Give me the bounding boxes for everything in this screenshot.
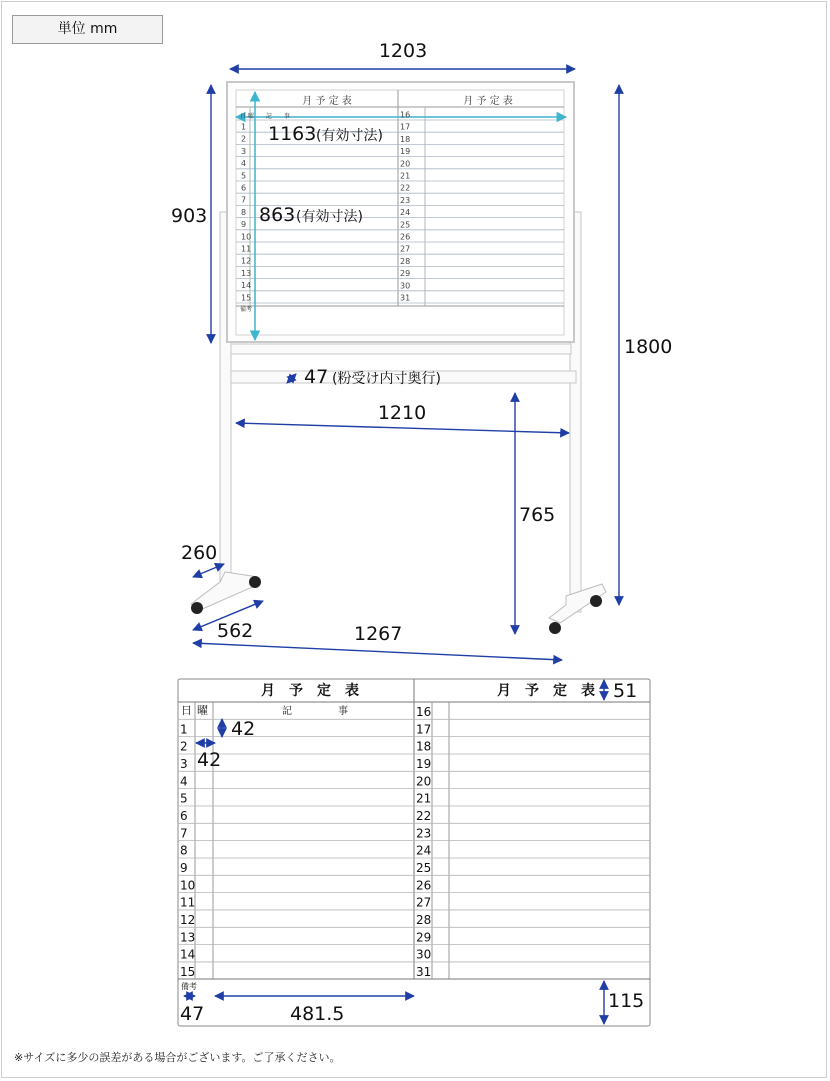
dim-half-width-label: 481.5: [290, 1003, 345, 1025]
mini-day-number: 18: [400, 134, 411, 144]
chart-day-number: 5: [180, 791, 188, 806]
caster-wheel: [549, 622, 561, 634]
chart-day-number: 17: [416, 722, 432, 737]
chart-day-number: 15: [180, 964, 196, 979]
chart-day-number: 26: [416, 878, 432, 893]
chart-day-number: 1: [180, 722, 188, 737]
chart-day-number: 21: [416, 791, 432, 806]
caster-wheel: [590, 595, 602, 607]
chart-day-number: 13: [180, 930, 196, 945]
chart-day-number: 24: [416, 843, 432, 858]
mini-board-title-right: 月 予 定 表: [463, 96, 513, 107]
dim-effective-height-label: 863: [259, 204, 296, 226]
mini-day-number: 31: [400, 293, 411, 303]
mini-board-note: 備考: [240, 306, 253, 313]
mini-day-number: 26: [400, 232, 411, 242]
mini-day-number: 13: [241, 268, 252, 278]
mini-day-number: 6: [241, 183, 247, 193]
mini-day-number: 8: [241, 207, 247, 217]
mini-day-number: 2: [241, 134, 247, 144]
dim-col-width-label: 42: [197, 749, 222, 771]
chart-day-number: 27: [416, 895, 432, 910]
dim-remarks-height-label: 115: [608, 990, 645, 1012]
chart-title-right: 月 予 定 表: [497, 683, 595, 699]
chart-day-number: 6: [180, 808, 188, 823]
dim-row-height-label: 42: [231, 718, 256, 740]
mini-day-number: 15: [241, 293, 252, 303]
mini-day-number: 3: [241, 146, 247, 156]
dim-effective-width-suffix: (有効寸法): [316, 128, 383, 144]
mini-day-number: 17: [400, 122, 411, 132]
chart-day-number: 28: [416, 912, 432, 927]
mini-day-number: 12: [241, 256, 252, 266]
mini-day-number: 28: [400, 256, 411, 266]
chart-day-number: 16: [416, 705, 432, 719]
mini-day-number: 27: [400, 244, 411, 254]
chart-day-number: 30: [416, 947, 432, 962]
dim-tray-depth-label: 47: [304, 366, 329, 388]
chart-title-left: 月 予 定 表: [261, 683, 359, 699]
chart-day-number: 10: [180, 878, 196, 893]
mini-board-title-left: 月 予 定 表: [302, 96, 352, 107]
chart-day-number: 9: [180, 860, 188, 875]
chart-day-number: 29: [416, 930, 432, 945]
mini-day-number: 9: [241, 220, 247, 230]
dim-base-width-label: 1267: [354, 623, 403, 645]
dim-tray-height-label: 765: [519, 504, 556, 526]
dim-stand-width-label: 1210: [377, 402, 427, 424]
dim-foot-depth-label: 260: [181, 542, 218, 564]
unit-label: 単位 mm: [12, 15, 163, 44]
chart-day-number: 11: [180, 895, 196, 910]
stand-width-arrow: [236, 423, 569, 433]
mini-day-number: 16: [400, 110, 411, 120]
chart-header-day: 日: [181, 704, 192, 717]
chart-day-number: 25: [416, 860, 432, 875]
foot-depth-arrow: [193, 564, 224, 577]
dim-tray-depth-suffix: (粉受け内寸奥行): [332, 371, 441, 387]
chart-remarks-label: 備考: [181, 982, 197, 991]
dim-width-label: 1203: [378, 40, 428, 62]
chalk-tray: [231, 344, 571, 354]
mini-day-number: 11: [241, 244, 252, 254]
chart-day-number: 19: [416, 756, 432, 771]
mini-day-number: 23: [400, 195, 411, 205]
chart-day-number: 31: [416, 964, 432, 979]
chart-header-weekday: 曜: [197, 704, 208, 717]
chart-day-number: 23: [416, 826, 432, 841]
chart-day-number: 4: [180, 774, 188, 789]
chart-header-note-2: 事: [338, 706, 348, 717]
mini-day-number: 21: [400, 171, 411, 181]
chart-day-number: 8: [180, 843, 188, 858]
base-width-arrow: [193, 643, 562, 660]
mini-day-number: 10: [241, 232, 252, 242]
mini-day-number: 29: [400, 269, 411, 279]
mini-day-number: 24: [400, 208, 411, 218]
mini-day-number: 20: [400, 159, 411, 169]
mini-day-number: 4: [241, 159, 247, 169]
chart-day-number: 3: [180, 756, 188, 771]
chart-day-number: 2: [180, 739, 188, 754]
chart-day-number: 14: [180, 947, 196, 962]
dim-effective-width-label: 1163: [268, 123, 317, 145]
dim-board-height-label: 903: [171, 205, 208, 227]
stand-illustration: [191, 82, 606, 634]
dim-effective-height-suffix: (有効寸法): [296, 209, 363, 225]
chart-day-number: 7: [180, 826, 188, 841]
dim-remarks-width-label: 47: [180, 1003, 205, 1025]
mini-day-number: 19: [400, 147, 411, 157]
mini-board-header: 日 曜 記 事: [240, 113, 290, 120]
chart-day-number: 12: [180, 912, 196, 927]
mini-day-number: 7: [241, 195, 247, 205]
caster-wheel: [249, 576, 261, 588]
mini-day-number: 30: [400, 281, 411, 291]
footnote: ※サイズに多少の誤差がある場合がございます。ご了承ください。: [14, 1051, 341, 1064]
dim-total-height-label: 1800: [624, 336, 673, 358]
chart-header-note-1: 記: [282, 706, 292, 717]
dim-foot-spread-label: 562: [217, 620, 254, 642]
mini-day-number: 5: [241, 171, 247, 181]
chart-day-number: 20: [416, 774, 432, 789]
chart-day-number: 22: [416, 808, 432, 823]
mini-day-number: 14: [241, 281, 252, 291]
mini-day-number: 22: [400, 183, 411, 193]
chart-day-number: 18: [416, 739, 432, 754]
mini-day-number: 1: [241, 122, 247, 132]
dim-header-height-label: 51: [613, 680, 638, 702]
mini-day-number: 25: [400, 220, 411, 230]
caster-wheel: [191, 602, 203, 614]
